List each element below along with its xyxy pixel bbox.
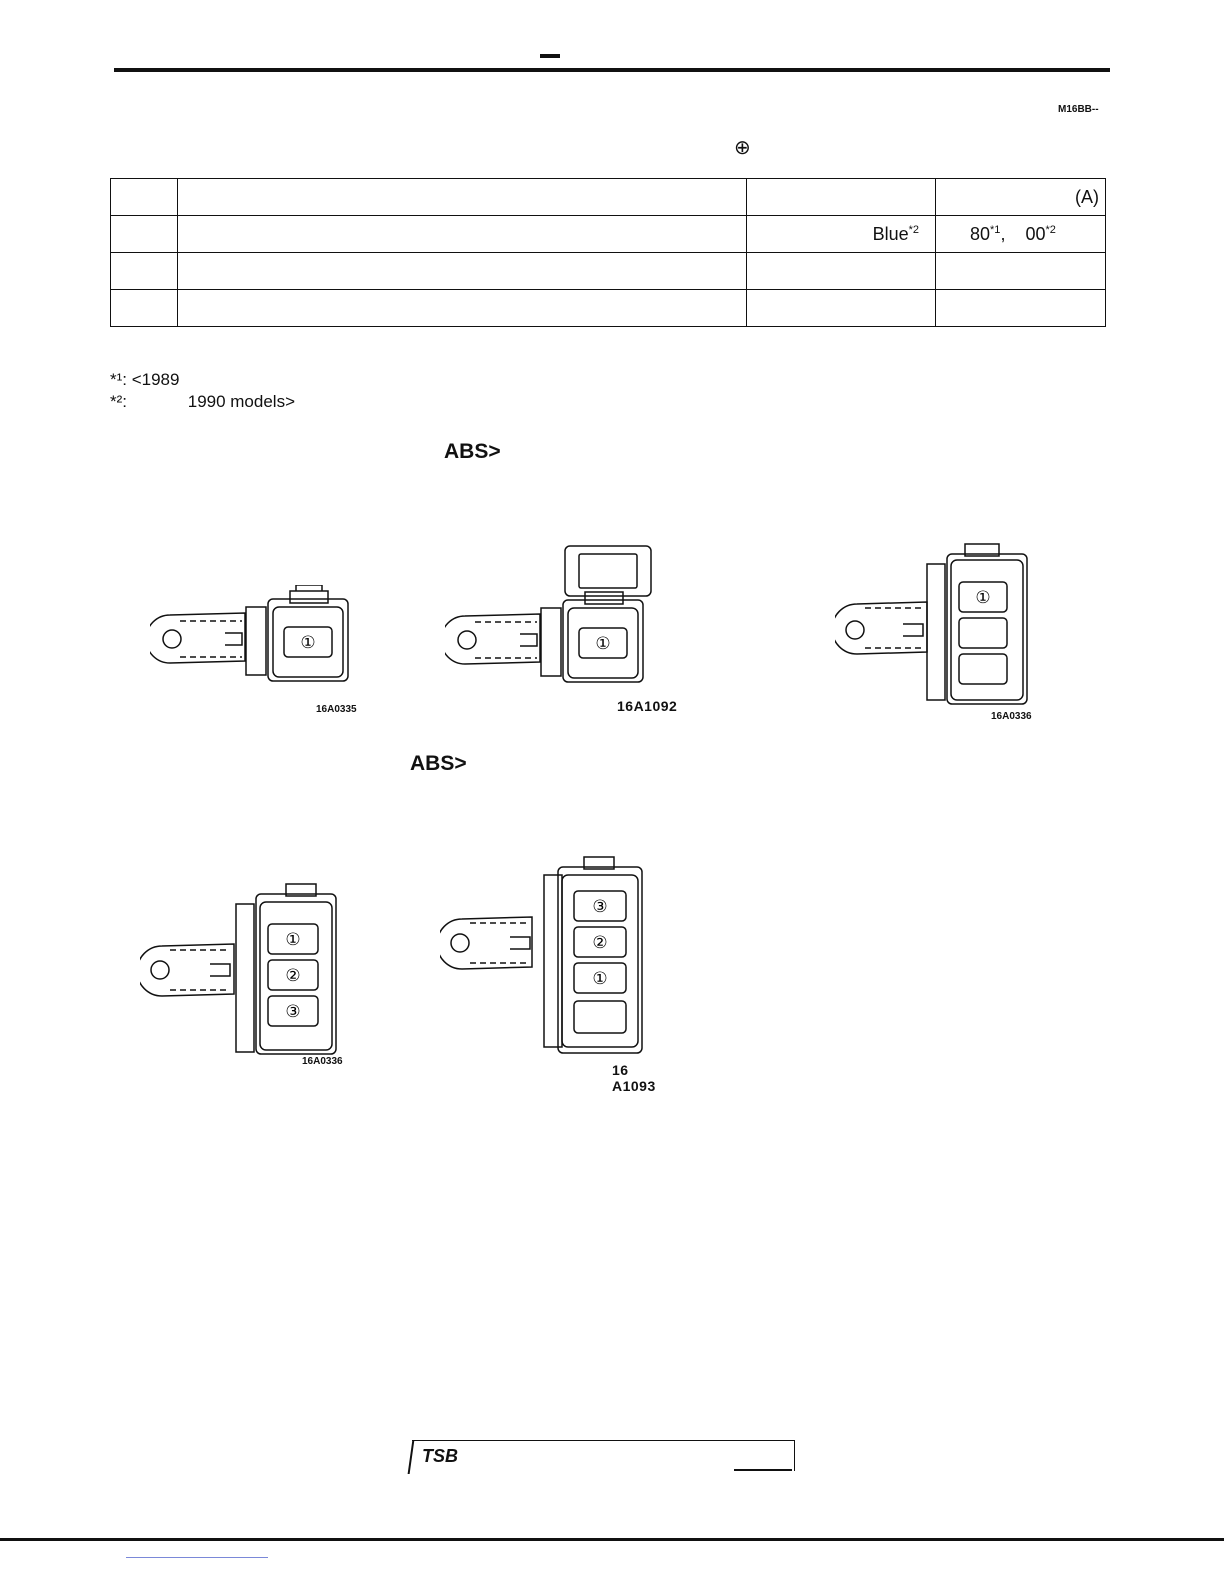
table-row (111, 253, 1106, 290)
tsb-box (412, 1440, 795, 1471)
relay-number: ① (595, 634, 611, 653)
relay-box-figure-5 (440, 855, 660, 1094)
relay-box-figure-2 (445, 540, 678, 714)
table-row (111, 290, 1106, 327)
relay-box-drawing (445, 540, 660, 690)
relay-box-drawing (835, 540, 1045, 712)
figure-id: 16A0335 (316, 704, 357, 715)
relay-number: ② (285, 966, 301, 985)
relay-number: ③ (285, 1002, 301, 1021)
figure-id: 16A1092 (617, 698, 678, 714)
relay-box-drawing (140, 880, 350, 1060)
footnote-1: *¹: <1989 (110, 370, 180, 389)
header-rule (114, 68, 1110, 72)
relay-number: ① (592, 969, 608, 988)
footer-link-line (126, 1557, 268, 1558)
figure-id: 16A0336 (302, 1056, 343, 1067)
relay-box-figure-1 (150, 585, 360, 715)
table-row (111, 216, 1106, 253)
relay-box-figure-3 (835, 540, 1045, 722)
figure-id: 16A0336 (991, 711, 1032, 722)
relay-box-drawing (440, 855, 660, 1060)
table-header-amperage: (A) (936, 179, 1106, 216)
relay-number: ① (300, 633, 316, 652)
footnote-2: *²: 1990 models> (110, 392, 296, 411)
section-code: M16BB-- (1058, 104, 1099, 115)
relay-box-figure-4 (140, 880, 350, 1065)
relay-number: ① (285, 930, 301, 949)
plus-circle-icon: ⊕ (734, 137, 751, 159)
tsb-label: TSB (422, 1446, 458, 1466)
fusible-link-table (110, 178, 1106, 327)
section-label-abs-2: ABS> (410, 752, 467, 775)
figure-id: 16 A1093 (612, 1062, 656, 1094)
relay-number: ② (592, 933, 608, 952)
relay-number: ① (975, 588, 991, 607)
section-label-abs-1: ABS> (444, 440, 501, 463)
wire-color-cell: Blue$^{*2}$ (747, 216, 936, 253)
footer-rule (0, 1538, 1224, 1541)
amperage-cell: 80$^{*1}$, 00$^{*2}$ (936, 216, 1106, 253)
tsb-underline (734, 1469, 792, 1471)
relay-number: ③ (592, 897, 608, 916)
relay-box-drawing (150, 585, 360, 685)
header-dash (540, 54, 560, 58)
table-row (111, 179, 1106, 216)
